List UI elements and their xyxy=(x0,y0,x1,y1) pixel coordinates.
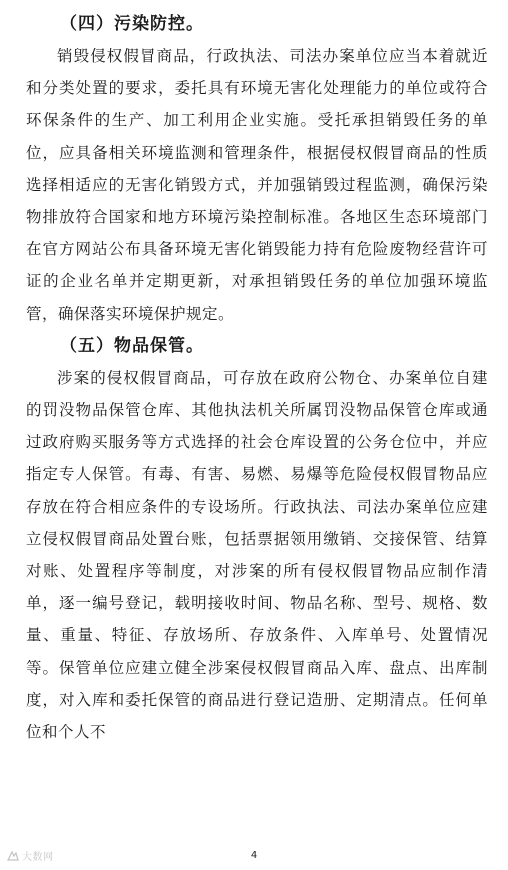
page-number: 4 xyxy=(250,850,258,861)
section-paragraph-item-storage: 涉案的侵权假冒商品，可存放在政府公物仓、办案单位自建的罚没物品保管仓库、其他执法机关所属罚没物品保管仓库或通过政府购买服务等方式选择的社会仓库设置的公务仓位中，并应指定专人保管。有毒、有害、易燃、易爆等危险侵权假冒物品应存放在符合相应条件的专设场所。行政执法、司法办案单位应建立侵权假冒商品处置台账，包括票据领用缴销、交接保管、结算对账、处置程序等制度，对涉案的所有侵权假冒物品应制作清单，逐一编号登记，载明接收时间、物品名称、型号、规格、数量、重量、特征、存放场所、存放条件、入库单号、处置情况等。保管单位应建立健全涉案侵权假冒商品入库、盘点、出库制度，对入库和委托保管的商品进行登记造册、定期清点。任何单位和个人不 xyxy=(26,368,488,742)
document-body xyxy=(26,8,488,748)
section-heading-item-storage: （五）物品保管。 xyxy=(60,335,204,356)
section-paragraph-pollution-control: 销毁侵权假冒商品，行政执法、司法办案单位应当本着就近和分类处置的要求，委托具有环境无害化处理能力的单位或符合环保条件的生产、加工利用企业实施。受托承担销毁任务的单位，应具备相关环境监测和管理条件，根据侵权假冒商品的性质选择相适应的无害化销毁方式，并加强销毁过程监测，确保污染物排放符合国家和地方环境污染控制标准。各地区生态环境部门在官方网站公布具备环境无害化销毁能力持有危险废物经营许可证的企业名单并定期更新，对承担销毁任务的单位加强环境监管，确保落实环境保护规定。 xyxy=(26,47,488,323)
section-heading-pollution-control: （四）污染防控。 xyxy=(60,14,204,34)
watermark-text: 大数网 xyxy=(22,852,54,863)
